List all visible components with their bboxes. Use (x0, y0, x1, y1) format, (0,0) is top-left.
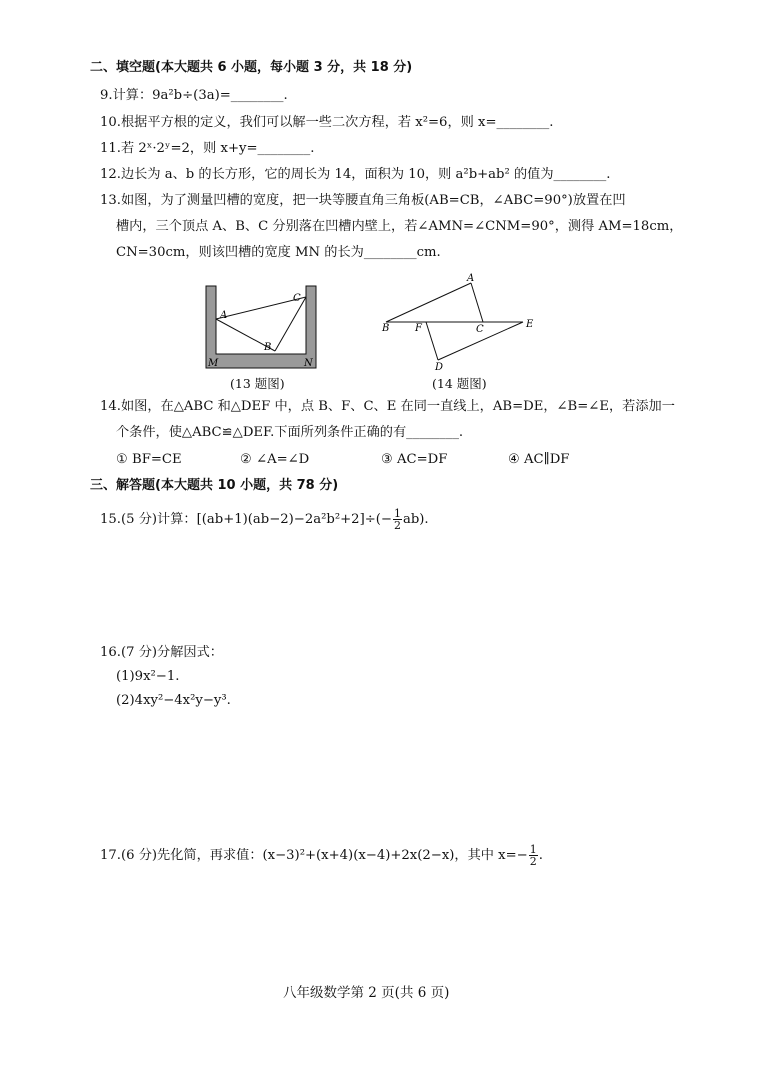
fraction-one-half: $\frac{1}{2}$ (393, 507, 401, 532)
question-16-stem: 16.(7 分)分解因式： (100, 645, 223, 660)
question-14-line-1: 14.如图，在△ABC 和△DEF 中，点 B、F、C、E 在同一直线上，AB=DE，∠B=∠E，若添加一 (100, 399, 675, 414)
question-16-part-2: (2)4xy²−4x²y−y³. (116, 693, 231, 708)
label-n: N (304, 358, 313, 369)
label-m: M (208, 358, 219, 369)
question-15-suffix: ab). (402, 512, 429, 527)
figure-13 (198, 280, 328, 375)
question-17-suffix: . (538, 848, 543, 863)
option-2: ② ∠A=∠D (240, 452, 310, 467)
question-10: 10.根据平方根的定义，我们可以解一些二次方程，若 x²=6，则 x=________. (100, 115, 554, 130)
figure-14-caption: (14 题图) (432, 376, 487, 391)
segment-ac (471, 283, 483, 322)
label-e: E (526, 319, 534, 330)
label-f: F (415, 323, 422, 334)
option-1: ① BF=CE (116, 452, 182, 467)
question-15 (100, 507, 429, 533)
label-b: B (382, 323, 390, 334)
label-a: A (467, 273, 475, 284)
question-13-line-1: 13.如图，为了测量凹槽的宽度，把一块等腰直角三角板(AB=CB，∠ABC=90°)放置在凹 (100, 193, 626, 208)
section-2-heading: 二、填空题(本大题共 6 小题，每小题 3 分，共 18 分) (90, 60, 413, 75)
figure-14 (378, 270, 548, 375)
segment-df (426, 322, 438, 360)
option-4: ④ AC∥DF (508, 452, 570, 467)
side-bc (275, 297, 306, 351)
label-c: C (293, 293, 301, 304)
label-c: C (476, 324, 484, 335)
question-9: 9.计算：9a²b÷(3a)=________. (100, 88, 288, 103)
question-14-line-2: 个条件，使△ABC≌△DEF.下面所列条件正确的有________. (116, 425, 464, 440)
label-d: D (435, 362, 444, 373)
question-16-part-1: (1)9x²−1. (116, 669, 180, 684)
section-3-heading: 三、解答题(本大题共 10 小题，共 78 分) (90, 478, 339, 493)
figure-13-caption: (13 题图) (230, 376, 285, 391)
fraction-one-half: $\frac{1}{2}$ (529, 843, 537, 868)
question-11: 11.若 2ˣ·2ʸ=2，则 x+y=________. (100, 141, 315, 156)
question-17-text: 17.(6 分)先化简，再求值：(x−3)²+(x+4)(x−4)+2x(2−x)，其中 x=− (100, 848, 528, 863)
label-b: B (264, 342, 272, 353)
question-15-text: 15.(5 分)计算：[(ab+1)(ab−2)−2a²b²+2]÷(− (100, 512, 392, 527)
label-a: A (220, 310, 228, 321)
question-12: 12.边长为 a、b 的长方形，它的周长为 14，面积为 10，则 a²b+ab² 的值为________. (100, 167, 611, 182)
question-17 (100, 843, 543, 869)
segment-ba (386, 283, 471, 322)
page-footer: 八年级数学第 2 页(共 6 页) (283, 985, 450, 1001)
question-13-line-3: CN=30cm，则该凹槽的宽度 MN 的长为________cm. (116, 245, 441, 260)
question-13-line-2: 槽内，三个顶点 A、B、C 分别落在凹槽内壁上，若∠AMN=∠CNM=90°，测得 AM=18cm， (116, 219, 683, 234)
option-3: ③ AC=DF (381, 452, 448, 467)
